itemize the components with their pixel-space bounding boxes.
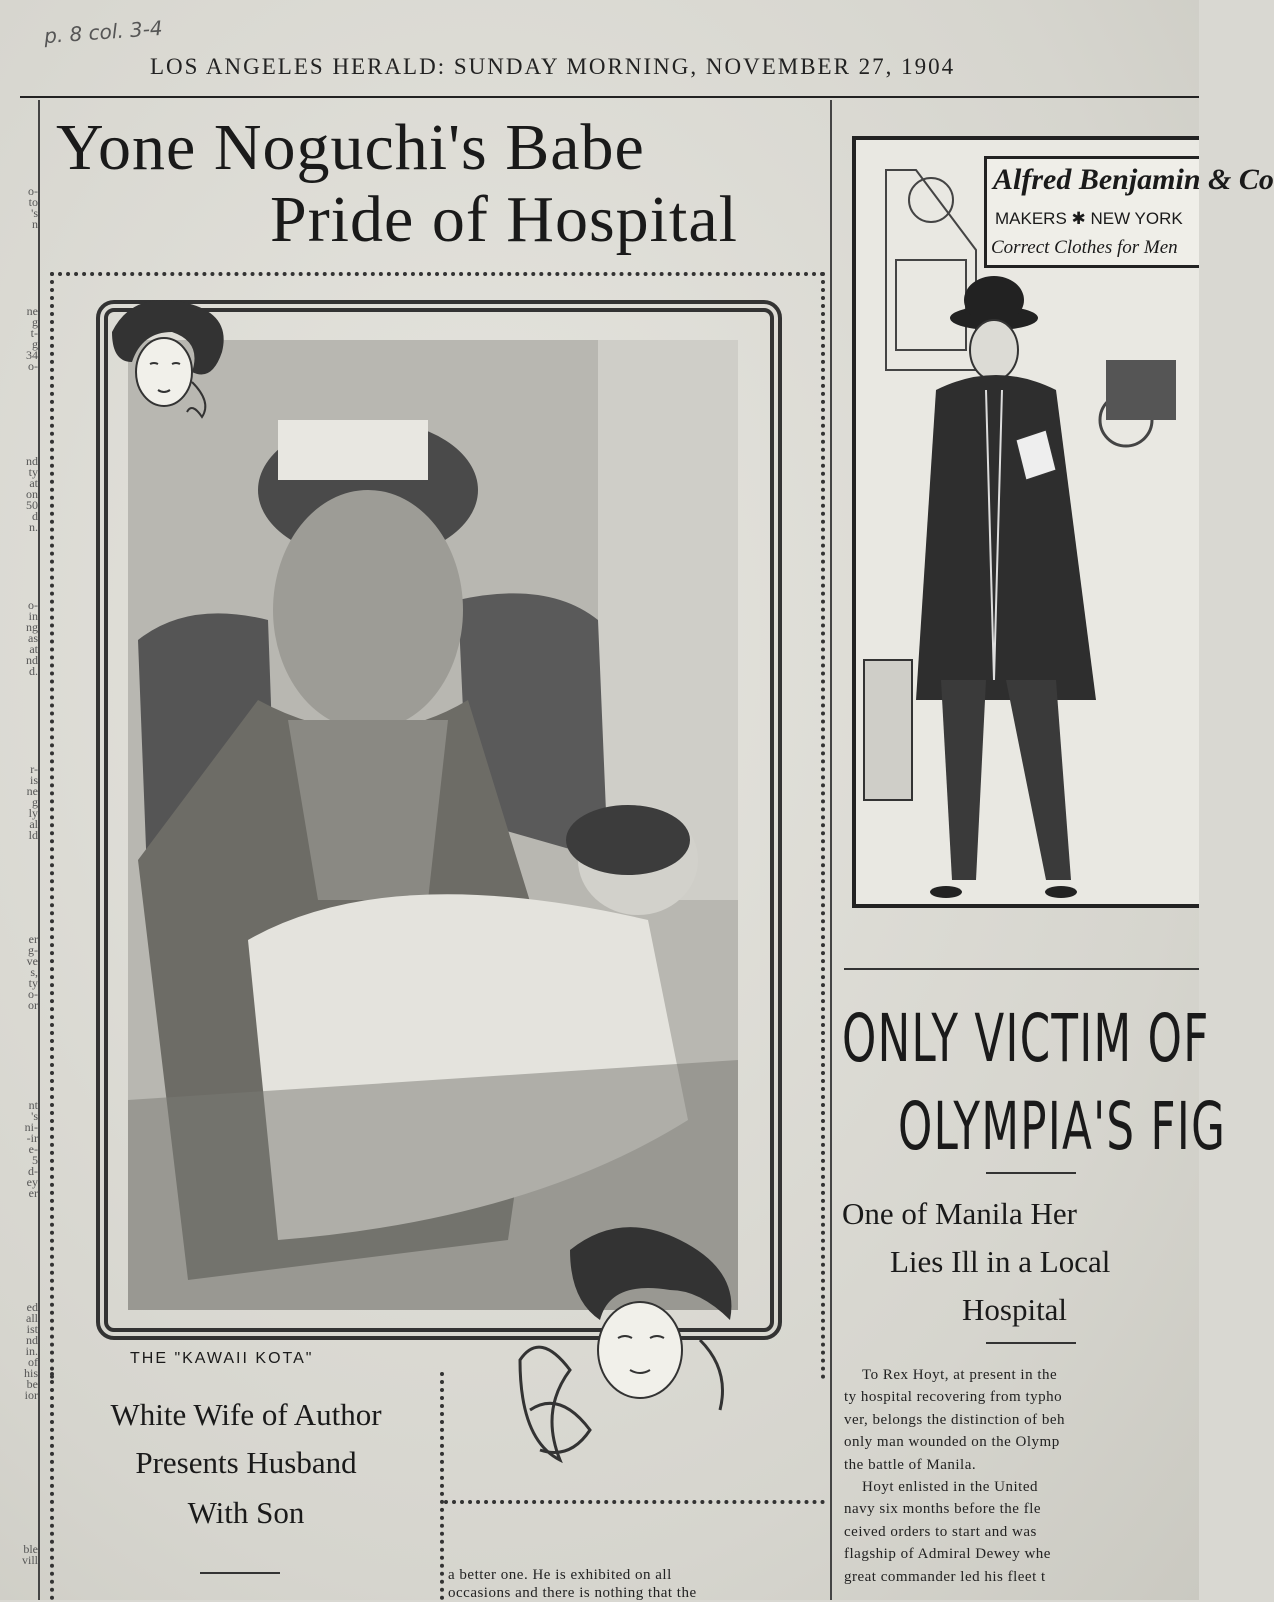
edge-fragment-group <box>8 764 38 841</box>
ad-tagline: Correct Clothes for Men <box>991 237 1178 258</box>
edge-fragment: g <box>32 337 38 351</box>
side-headline-line1: ONLY VICTIM OF <box>842 1000 1210 1077</box>
edge-fragment: g <box>32 315 38 329</box>
edge-fragment: ly <box>28 806 38 820</box>
edge-fragment: o- <box>28 987 38 1001</box>
edge-fragment: all <box>26 1311 38 1325</box>
edge-fragment: er <box>28 932 38 946</box>
side-headline-rule <box>986 1172 1076 1174</box>
edge-fragment: 5 <box>32 1153 38 1167</box>
photo-caption: THE "KAWAII KOTA" <box>130 1350 314 1367</box>
decorative-woman-head-right <box>500 1210 770 1490</box>
edge-fragment: ty <box>28 465 38 479</box>
edge-fragment: ble <box>23 1542 38 1556</box>
nurse-with-baby-photo <box>128 340 738 1310</box>
edge-fragment-group <box>8 306 38 372</box>
edge-fragment: ne <box>26 304 38 318</box>
edge-fragment-group <box>8 934 38 1011</box>
edge-fragment: 50 <box>26 498 38 512</box>
edge-fragment: -ir <box>26 1131 38 1145</box>
edge-fragment-group <box>8 1544 38 1566</box>
main-body-line2: occasions and there is nothing that the <box>448 1585 697 1601</box>
edge-fragment: d. <box>29 664 38 678</box>
side-body-line: the battle of Manila. <box>844 1456 977 1473</box>
edge-fragment: ld <box>28 828 38 842</box>
edge-fragment: e- <box>28 1142 38 1156</box>
edge-fragment: as <box>28 631 38 645</box>
edge-fragment: nt <box>28 1098 38 1112</box>
edge-fragment: 's <box>31 1109 38 1123</box>
edge-fragment: ve <box>26 954 38 968</box>
edge-fragment: is <box>29 773 38 787</box>
main-subhead-line2: Presents Husband <box>135 1445 357 1480</box>
edge-fragment: ng <box>26 620 38 634</box>
main-subhead-line3: With Son <box>187 1495 305 1530</box>
edge-fragment: ey <box>26 1175 38 1189</box>
side-body-line: ver, belongs the distinction of beh <box>844 1411 1066 1428</box>
edge-fragment: his <box>23 1366 38 1380</box>
edge-fragment: ni- <box>24 1120 38 1134</box>
edge-fragment: d- <box>28 1164 38 1178</box>
edge-fragment: g- <box>28 943 38 957</box>
edge-fragment: nd <box>26 1333 38 1347</box>
edge-fragment: be <box>26 1377 38 1391</box>
side-subhead-line1: One of Manila Her <box>842 1196 1077 1231</box>
ad-brand-name: Alfred Benjamin & Co <box>993 163 1274 196</box>
ad-bottom-rule <box>844 968 1199 970</box>
ad-brand-panel <box>984 156 1274 268</box>
edge-fragment: nd <box>26 454 38 468</box>
photo-illustration <box>128 340 738 1310</box>
edge-fragment: al <box>29 817 38 831</box>
side-subhead-line2: Lies Ill in a Local <box>890 1244 1111 1279</box>
masthead-rule <box>20 96 1199 98</box>
main-subhead-line1: White Wife of Author <box>110 1397 382 1432</box>
handwritten-annotation: p. 8 col. 3-4 <box>43 15 164 49</box>
column-rule-left <box>38 100 40 1600</box>
edge-fragment-group <box>8 1100 38 1199</box>
column-rule-right <box>830 100 832 1600</box>
edge-fragment: at <box>29 476 38 490</box>
edge-fragment: o- <box>28 359 38 373</box>
edge-fragment: t- <box>30 326 38 340</box>
ad-makers-line: MAKERS ✱ NEW YORK <box>995 209 1183 228</box>
edge-fragment: o- <box>28 184 38 198</box>
edge-fragment: ist <box>26 1322 38 1336</box>
edge-fragment: 34 <box>26 348 38 362</box>
main-headline-line1: Yone Noguchi's Babe <box>56 111 645 184</box>
edge-fragment: in. <box>25 1344 38 1358</box>
side-body-line: navy six months before the fle <box>844 1501 1042 1518</box>
side-body-line: ceived orders to start and was <box>844 1523 1037 1540</box>
edge-fragment: to <box>28 195 38 209</box>
edge-fragment: in <box>28 609 38 623</box>
side-body-line: only man wounded on the Olymp <box>844 1434 1060 1451</box>
edge-fragment-group <box>8 600 38 677</box>
edge-fragment: or <box>28 998 38 1012</box>
edge-fragment: ty <box>28 976 38 990</box>
edge-fragment: ne <box>26 784 38 798</box>
side-subhead-rule <box>986 1342 1076 1344</box>
side-body-line: To Rex Hoyt, at present in the <box>862 1367 1058 1383</box>
edge-fragment: er <box>28 1186 38 1200</box>
edge-fragment: on <box>26 487 38 501</box>
edge-fragment: vill <box>21 1553 38 1567</box>
edge-fragment: r- <box>30 762 38 776</box>
dotted-border-lower <box>444 1500 825 1510</box>
edge-fragment: nd <box>26 653 38 667</box>
edge-fragment: ior <box>24 1388 38 1402</box>
edge-fragment: n <box>32 217 38 231</box>
edge-fragment: of <box>28 1355 38 1369</box>
edge-fragment-group <box>8 1302 38 1401</box>
side-headline-line2: OLYMPIA'S FIG <box>898 1088 1227 1165</box>
edge-fragment: ed <box>26 1300 38 1314</box>
side-body-line: great commander led his fleet t <box>844 1568 1046 1585</box>
side-body-line: flagship of Admiral Dewey whe <box>844 1546 1051 1563</box>
main-headline-line2: Pride of Hospital <box>270 183 738 256</box>
edge-fragment-group <box>8 186 38 230</box>
subhead-rule <box>200 1572 280 1574</box>
edge-fragment: 's <box>31 206 38 220</box>
main-body-line1: a better one. He is exhibited on all <box>448 1567 672 1583</box>
edge-fragment: o- <box>28 598 38 612</box>
masthead: LOS ANGELES HERALD: SUNDAY MORNING, NOVEMBER 27, 1904 <box>150 54 956 79</box>
edge-fragment: at <box>29 642 38 656</box>
side-body-line: ty hospital recovering from typho <box>844 1389 1063 1406</box>
edge-fragment-group <box>8 456 38 533</box>
edge-fragment: g <box>32 795 38 809</box>
side-subhead-line3: Hospital <box>962 1292 1068 1327</box>
edge-fragment: s, <box>30 965 38 979</box>
decorative-woman-head-left <box>92 292 242 422</box>
edge-fragment: n. <box>29 520 38 534</box>
side-body-line: Hoyt enlisted in the United <box>862 1479 1038 1495</box>
edge-fragment: d <box>32 509 38 523</box>
